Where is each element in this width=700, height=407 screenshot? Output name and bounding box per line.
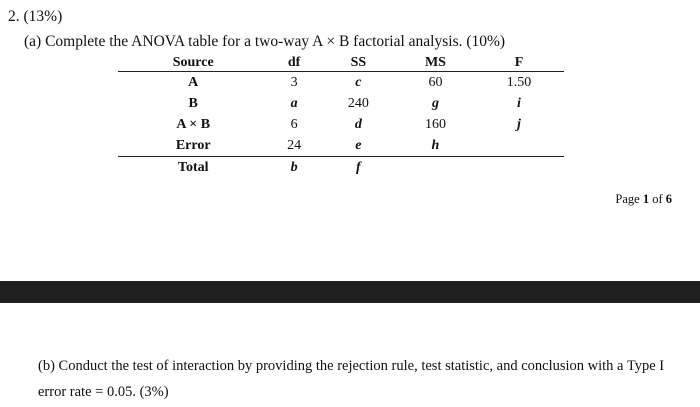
page-indicator: [615, 192, 672, 207]
cell-ms: h: [397, 135, 474, 157]
cell-ss: f: [356, 159, 361, 175]
table-row: [118, 114, 564, 135]
cell-df: a: [290, 95, 298, 111]
cell-ms: g: [431, 95, 439, 111]
question-part-b: (b) Conduct the test of interaction by providing the rejection rule, test statistic, and conclusion with a Type I error rate = 0.05. (3%): [38, 358, 665, 400]
header-source: Source: [118, 54, 268, 72]
page-prefix: Page: [615, 192, 643, 206]
cell-source: Error: [118, 135, 268, 157]
cell-ss: c: [355, 74, 362, 90]
page-total: 6: [665, 192, 672, 206]
cell-df: b: [290, 159, 298, 175]
cell-source: Total: [177, 159, 209, 175]
cell-f: j: [517, 116, 521, 132]
cell-f: i: [517, 95, 521, 111]
cell-source: B: [188, 95, 198, 111]
header-df: df: [268, 54, 319, 72]
table-row: [118, 72, 564, 94]
page-of: of: [649, 192, 666, 206]
cell-source: A × B: [176, 116, 211, 132]
table-row: [118, 157, 564, 179]
page-break-band: [0, 281, 700, 303]
cell-f: [474, 157, 564, 179]
cell-ms: 60: [428, 74, 443, 90]
cell-df: 6: [290, 116, 298, 132]
cell-ss: d: [354, 116, 362, 132]
cell-ms: 160: [424, 116, 446, 132]
table-header-row: [118, 54, 564, 72]
table-row: [118, 93, 564, 114]
cell-ss: e: [320, 135, 397, 157]
question-part-a: (a) Complete the ANOVA table for a two-way A × B factorial analysis. (10%): [24, 33, 506, 50]
cell-df: 3: [290, 74, 298, 90]
cell-f: [474, 135, 564, 157]
cell-ss: 240: [347, 95, 369, 111]
cell-ms: [397, 157, 474, 179]
anova-table: [118, 54, 564, 178]
cell-source: A: [188, 74, 199, 90]
table-row: [118, 135, 564, 157]
header-ms: MS: [397, 54, 474, 72]
cell-f: 1.50: [506, 74, 532, 90]
page-current: 1: [642, 192, 650, 206]
question-number: 2. (13%): [8, 8, 63, 25]
header-f: F: [474, 54, 564, 72]
cell-df: 24: [268, 135, 319, 157]
header-ss: SS: [320, 54, 397, 72]
